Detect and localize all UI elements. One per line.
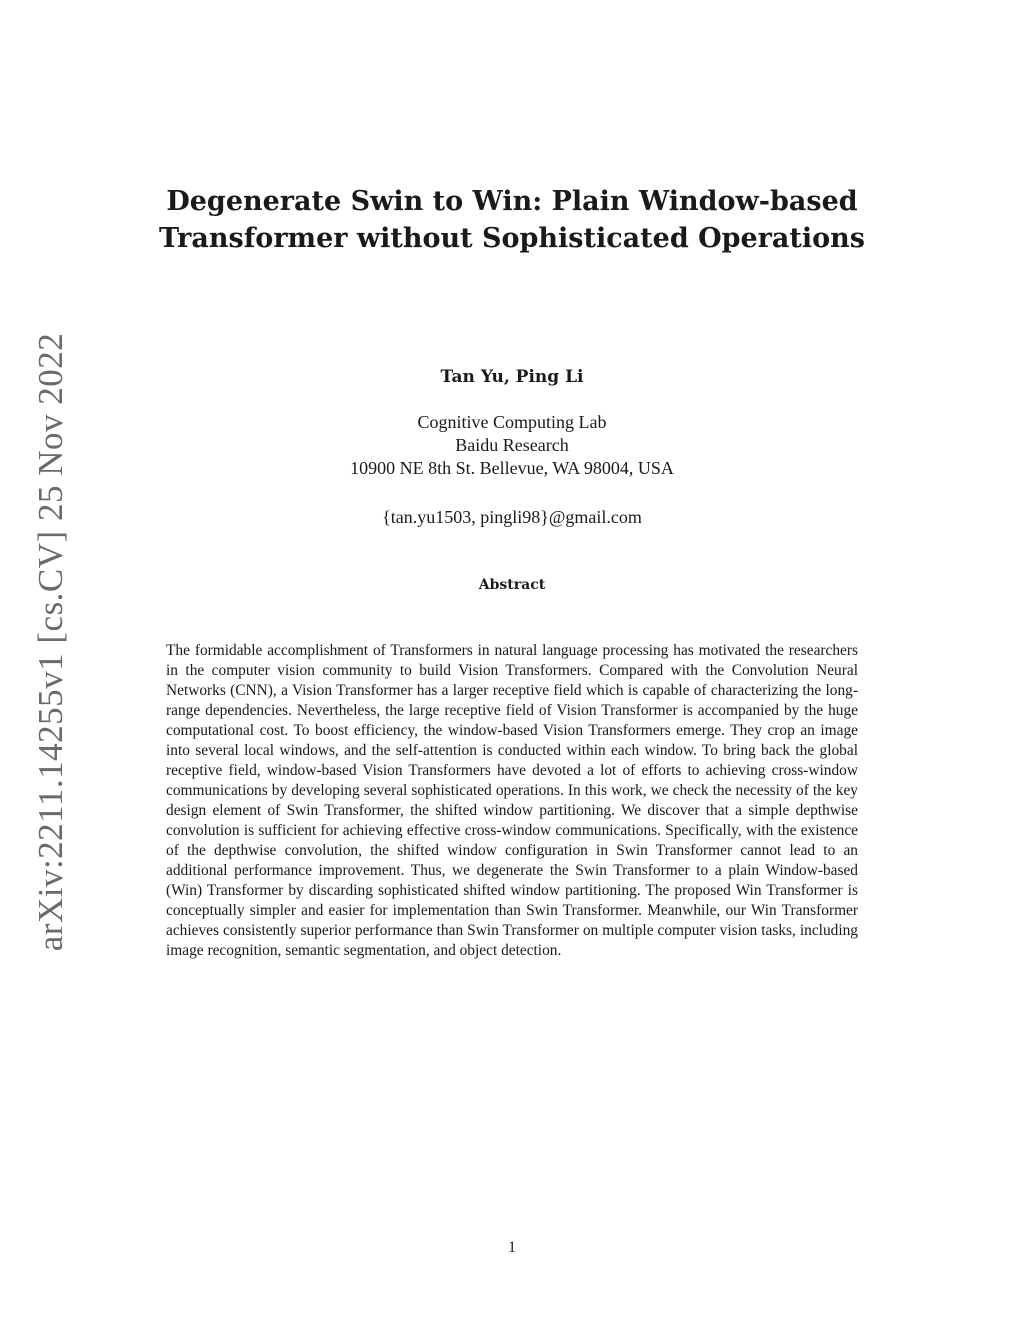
affiliation [0, 411, 1024, 480]
abstract-heading: Abstract [478, 577, 546, 593]
arxiv-identifier: arXiv:2211.14255v1 [cs.CV] 25 Nov 2022 [31, 332, 70, 952]
author-list: Tan Yu, Ping Li [440, 367, 584, 387]
paper-title [112, 183, 912, 257]
affiliation-organization: Baidu Research [455, 435, 569, 455]
author-email: {tan.yu1503, pingli98}@gmail.com [382, 507, 642, 527]
affiliation-address: 10900 NE 8th St. Bellevue, WA 98004, USA [350, 458, 674, 478]
paper-title-line-2: Transformer without Sophisticated Operations [159, 223, 865, 254]
abstract-body: The formidable accomplishment of Transformers in natural language processing has motivated the researchers in the computer vision community to build Vision Transformers. Compared with the Convolution Neural Networks (CNN), a Vision Transformer has a larger receptive field which is capable of characterizing the long-range dependencies. Nevertheless, the large receptive field of Vision Transformer is accompanied by the huge computational cost. To boost efficiency, the window-based Vision Transformers emerge. They crop an image into several local windows, and the self-attention is conducted within each window. To bring back the global receptive field, window-based Vision Transformers have devoted a lot of efforts to achieving cross-window communications by developing several sophisticated operations. In this work, we check the necessity of the key design element of Swin Transformer, the shifted window partitioning. We discover that a simple depthwise convolution is sufficient for achieving effective cross-window communications. Specifically, with the existence of the depthwise convolution, the shifted window configuration in Swin Transformer cannot lead to an additional performance improvement. Thus, we degenerate the Swin Transformer to a plain Window-based (Win) Transformer by discarding sophisticated shifted window partitioning. The proposed Win Transformer is conceptually simpler and easier for implementation than Swin Transformer. Meanwhile, our Win Transformer achieves consistently superior performance than Swin Transformer on multiple computer vision tasks, including image recognition, semantic segmentation, and object detection. [166, 642, 858, 959]
page-number: 1 [508, 1239, 516, 1256]
paper-title-line-1: Degenerate Swin to Win: Plain Window-based [166, 186, 858, 217]
affiliation-lab: Cognitive Computing Lab [417, 412, 607, 432]
